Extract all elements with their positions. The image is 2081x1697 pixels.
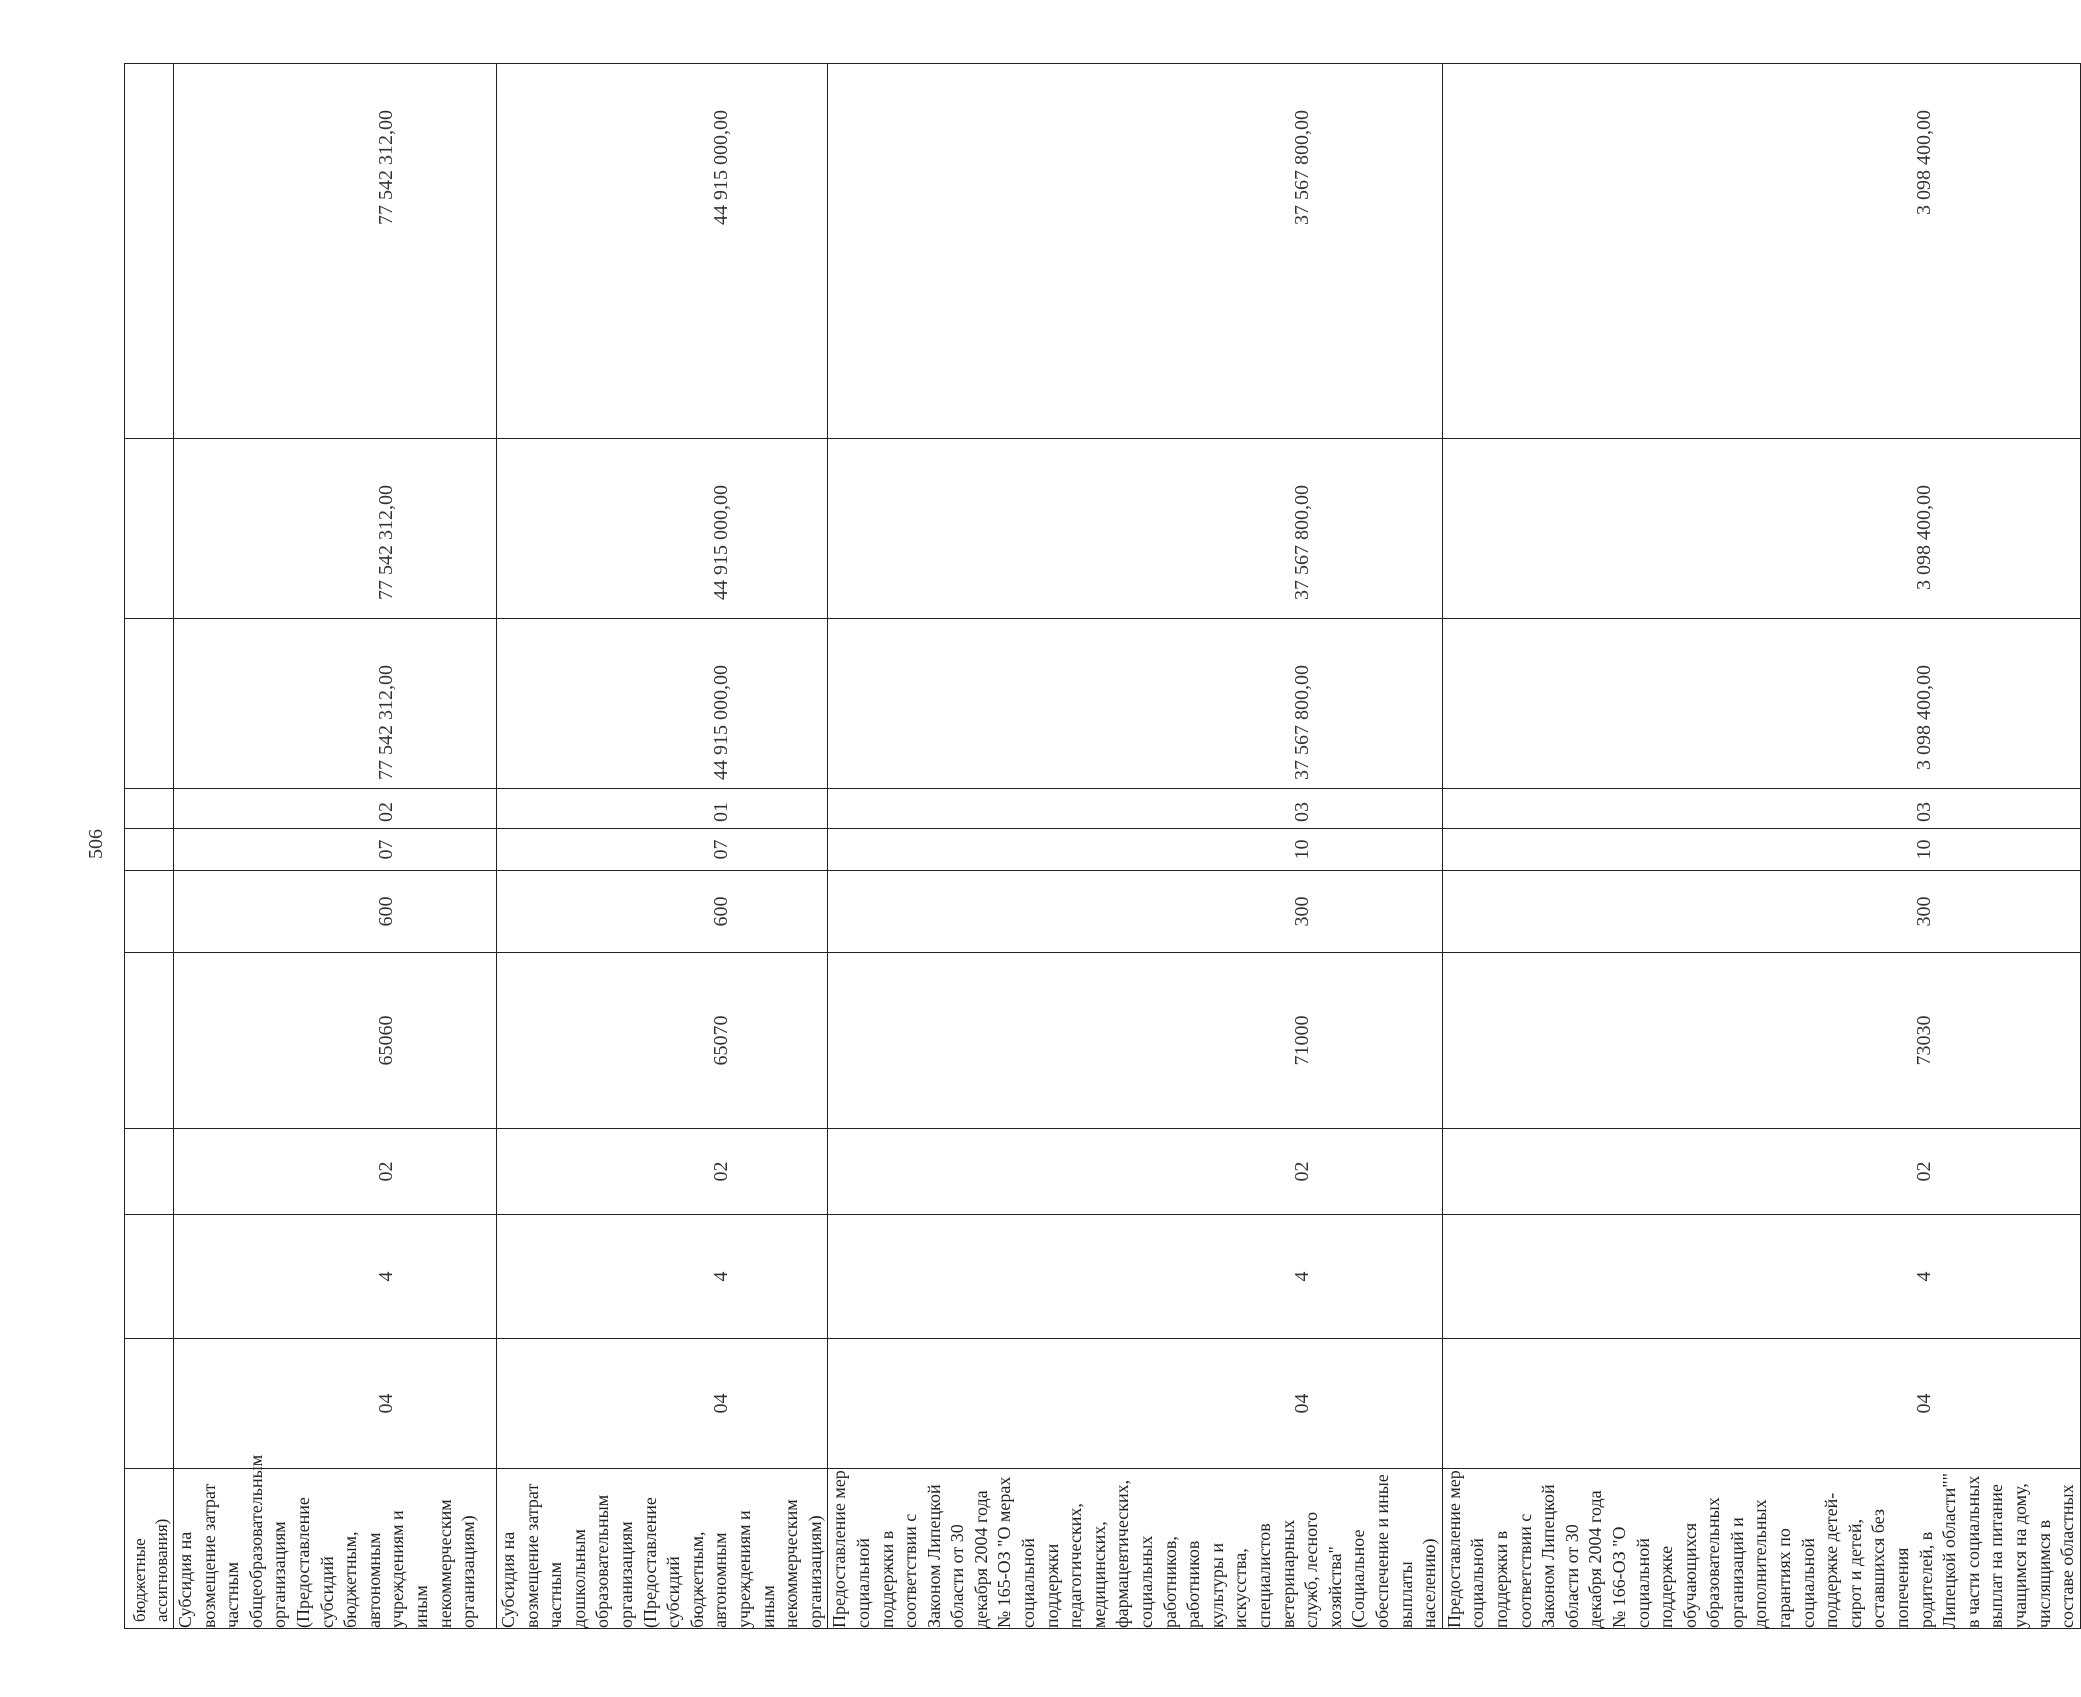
row-code-3: 02 (1442, 1129, 2080, 1215)
row-code-5: 600 (497, 871, 828, 953)
row-code-5: 600 (174, 871, 497, 953)
row-code-3: 02 (828, 1129, 1442, 1215)
row-value-2: 3 098 400,00 (1442, 439, 2080, 619)
row-code-7: 03 (828, 789, 1442, 829)
row-code-7: 02 (174, 789, 497, 829)
empty-cell (125, 829, 174, 871)
row-value-1: 77 542 312,00 (174, 619, 497, 789)
table-row (1442, 64, 2080, 1629)
row-value-1: 3 098 400,00 (1442, 619, 2080, 789)
empty-cell (125, 1215, 174, 1339)
page-number: 506 (85, 829, 107, 859)
table-row (174, 64, 497, 1629)
row-code-1: 04 (174, 1339, 497, 1469)
row-code-4: 73030 (1442, 953, 2080, 1129)
row-name: Субсидия на возмещение затрат частным общеобразовательным организациям (Предоставление субсидий бюджетным, автономным учреждениям и иным некоммерческим организациям) (174, 1469, 497, 1629)
table-row (497, 64, 828, 1629)
row-code-2: 4 (497, 1215, 828, 1339)
row-code-3: 02 (174, 1129, 497, 1215)
row-code-6: 10 (828, 829, 1442, 871)
empty-cell (125, 619, 174, 789)
continuation-row (125, 64, 174, 1629)
row-code-5: 300 (1442, 871, 2080, 953)
row-name: Предоставление мер социальной поддержки в соответствии с Законом Липецкой области от 30 декабря 2004 года № 165-ОЗ "О мерах социальной поддержки педагогических, медицинских, фармацевтических, социальных работников, работников культуры и искусства, специалистов ветеринарных служб, лесного хозяйства" (Социальное обеспечение и иные выплаты населению) (828, 1469, 1442, 1629)
row-code-1: 04 (1442, 1339, 2080, 1469)
row-code-2: 4 (828, 1215, 1442, 1339)
row-code-7: 01 (497, 789, 828, 829)
row-code-6: 07 (497, 829, 828, 871)
empty-cell (125, 64, 174, 439)
row-code-4: 71000 (828, 953, 1442, 1129)
budget-table-frame (124, 64, 2078, 1629)
row-name: Предоставление мер социальной поддержки в соответствии с Законом Липецкой области от 30 декабря 2004 года № 166-ОЗ "О социальной поддержке обучающихся образовательных организаций и дополнительных гарантиях по социальной поддержке детей-сирот и детей, оставшихся без попечения родителей, в Липецкой области"" в части социальных выплат на питание учащимся на дому, числящимся в составе областных (1442, 1469, 2080, 1629)
row-value-3: 37 567 800,00 (828, 64, 1442, 439)
empty-cell (125, 1339, 174, 1469)
row-code-6: 10 (1442, 829, 2080, 871)
row-code-1: 04 (497, 1339, 828, 1469)
empty-cell (125, 871, 174, 953)
row-value-1: 37 567 800,00 (828, 619, 1442, 789)
budget-table-rotated (124, 64, 2078, 1629)
row-code-4: 65070 (497, 953, 828, 1129)
empty-cell (125, 953, 174, 1129)
row-code-4: 65060 (174, 953, 497, 1129)
row-name: Субсидия на возмещение затрат частным дошкольным образовательным организациям (Предоставление субсидий бюджетным, автономным учреждениям и иным некоммерческим организациям) (497, 1469, 828, 1629)
row-code-7: 03 (1442, 789, 2080, 829)
row-value-2: 77 542 312,00 (174, 439, 497, 619)
row-value-3: 77 542 312,00 (174, 64, 497, 439)
empty-cell (125, 789, 174, 829)
row-value-3: 3 098 400,00 (1442, 64, 2080, 439)
row-code-6: 07 (174, 829, 497, 871)
continuation-cell: бюджетные ассигнования) (125, 1469, 174, 1629)
row-value-2: 37 567 800,00 (828, 439, 1442, 619)
row-code-2: 4 (1442, 1215, 2080, 1339)
row-code-2: 4 (174, 1215, 497, 1339)
budget-table (124, 63, 2081, 1629)
row-value-1: 44 915 000,00 (497, 619, 828, 789)
row-value-2: 44 915 000,00 (497, 439, 828, 619)
empty-cell (125, 1129, 174, 1215)
row-code-1: 04 (828, 1339, 1442, 1469)
row-code-3: 02 (497, 1129, 828, 1215)
empty-cell (125, 439, 174, 619)
row-value-3: 44 915 000,00 (497, 64, 828, 439)
row-code-5: 300 (828, 871, 1442, 953)
table-row (828, 64, 1442, 1629)
